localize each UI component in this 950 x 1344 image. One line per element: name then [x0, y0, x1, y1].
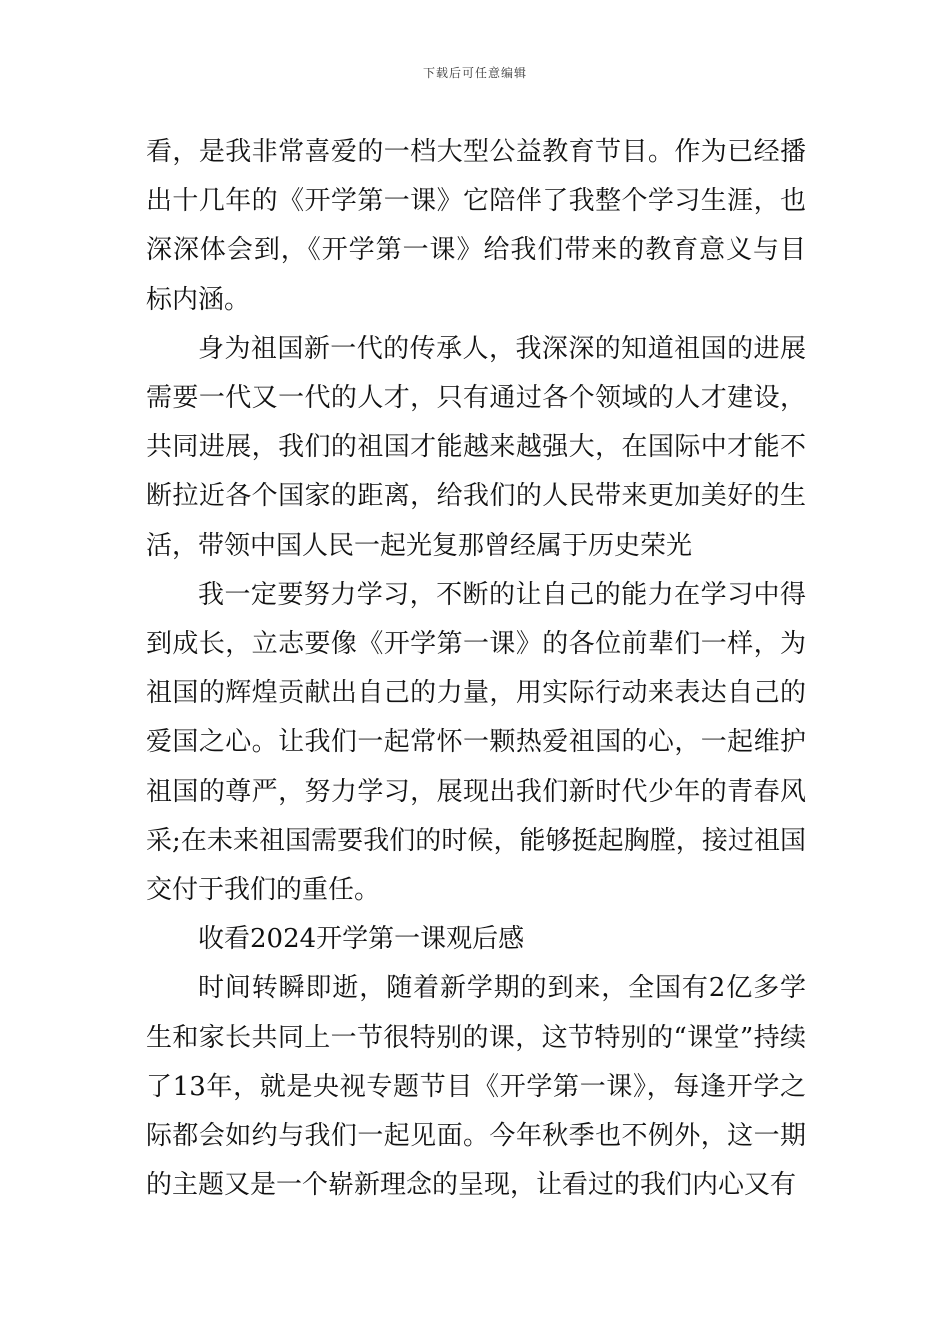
paragraph-2: 身为祖国新一代的传承人，我深深的知道祖国的进展需要一代又一代的人才，只有通过各个领域的人才建设，共同进展，我们的祖国才能越来越强大，在国际中才能不断拉近各个国家的距离，给我们的人民带来更加美好的生活，带领中国人民一起光复那曾经属于历史荣光: [146, 333, 806, 561]
section-heading: 收看2024开学第一课观后感: [198, 924, 525, 955]
paragraph-4: 时间转瞬即逝，随着新学期的到来，全国有2亿多学生和家长共同上一节很特别的课，这节特别的“课堂”持续了13年，就是央视专题节目《开学第一课》，每逢开学之际都会如约与我们一起见面。今年秋季也不例外，这一期的主题又是一个崭新理念的呈现，让看过的我们内心又有: [146, 973, 806, 1201]
paragraph-3: 我一定要努力学习，不断的让自己的能力在学习中得到成长，立志要像《开学第一课》的各位前辈们一样，为祖国的辉煌贡献出自己的力量，用实际行动来表达自己的爱国之心。让我们一起常怀一颗热爱祖国的心，一起维护祖国的尊严，努力学习，展现出我们新时代少年的青春风采;在未来祖国需要我们的时候，能够挺起胸膛，接过祖国交付于我们的重任。: [146, 579, 806, 906]
page-header: 下载后可任意编辑: [422, 66, 527, 80]
paragraph-1: 看，是我非常喜爱的一档大型公益教育节目。作为已经播出十几年的《开学第一课》它陪伴了我整个学习生涯，也深深体会到，《开学第一课》给我们带来的教育意义与目标内涵。: [146, 137, 806, 315]
document-body: [146, 128, 806, 1210]
